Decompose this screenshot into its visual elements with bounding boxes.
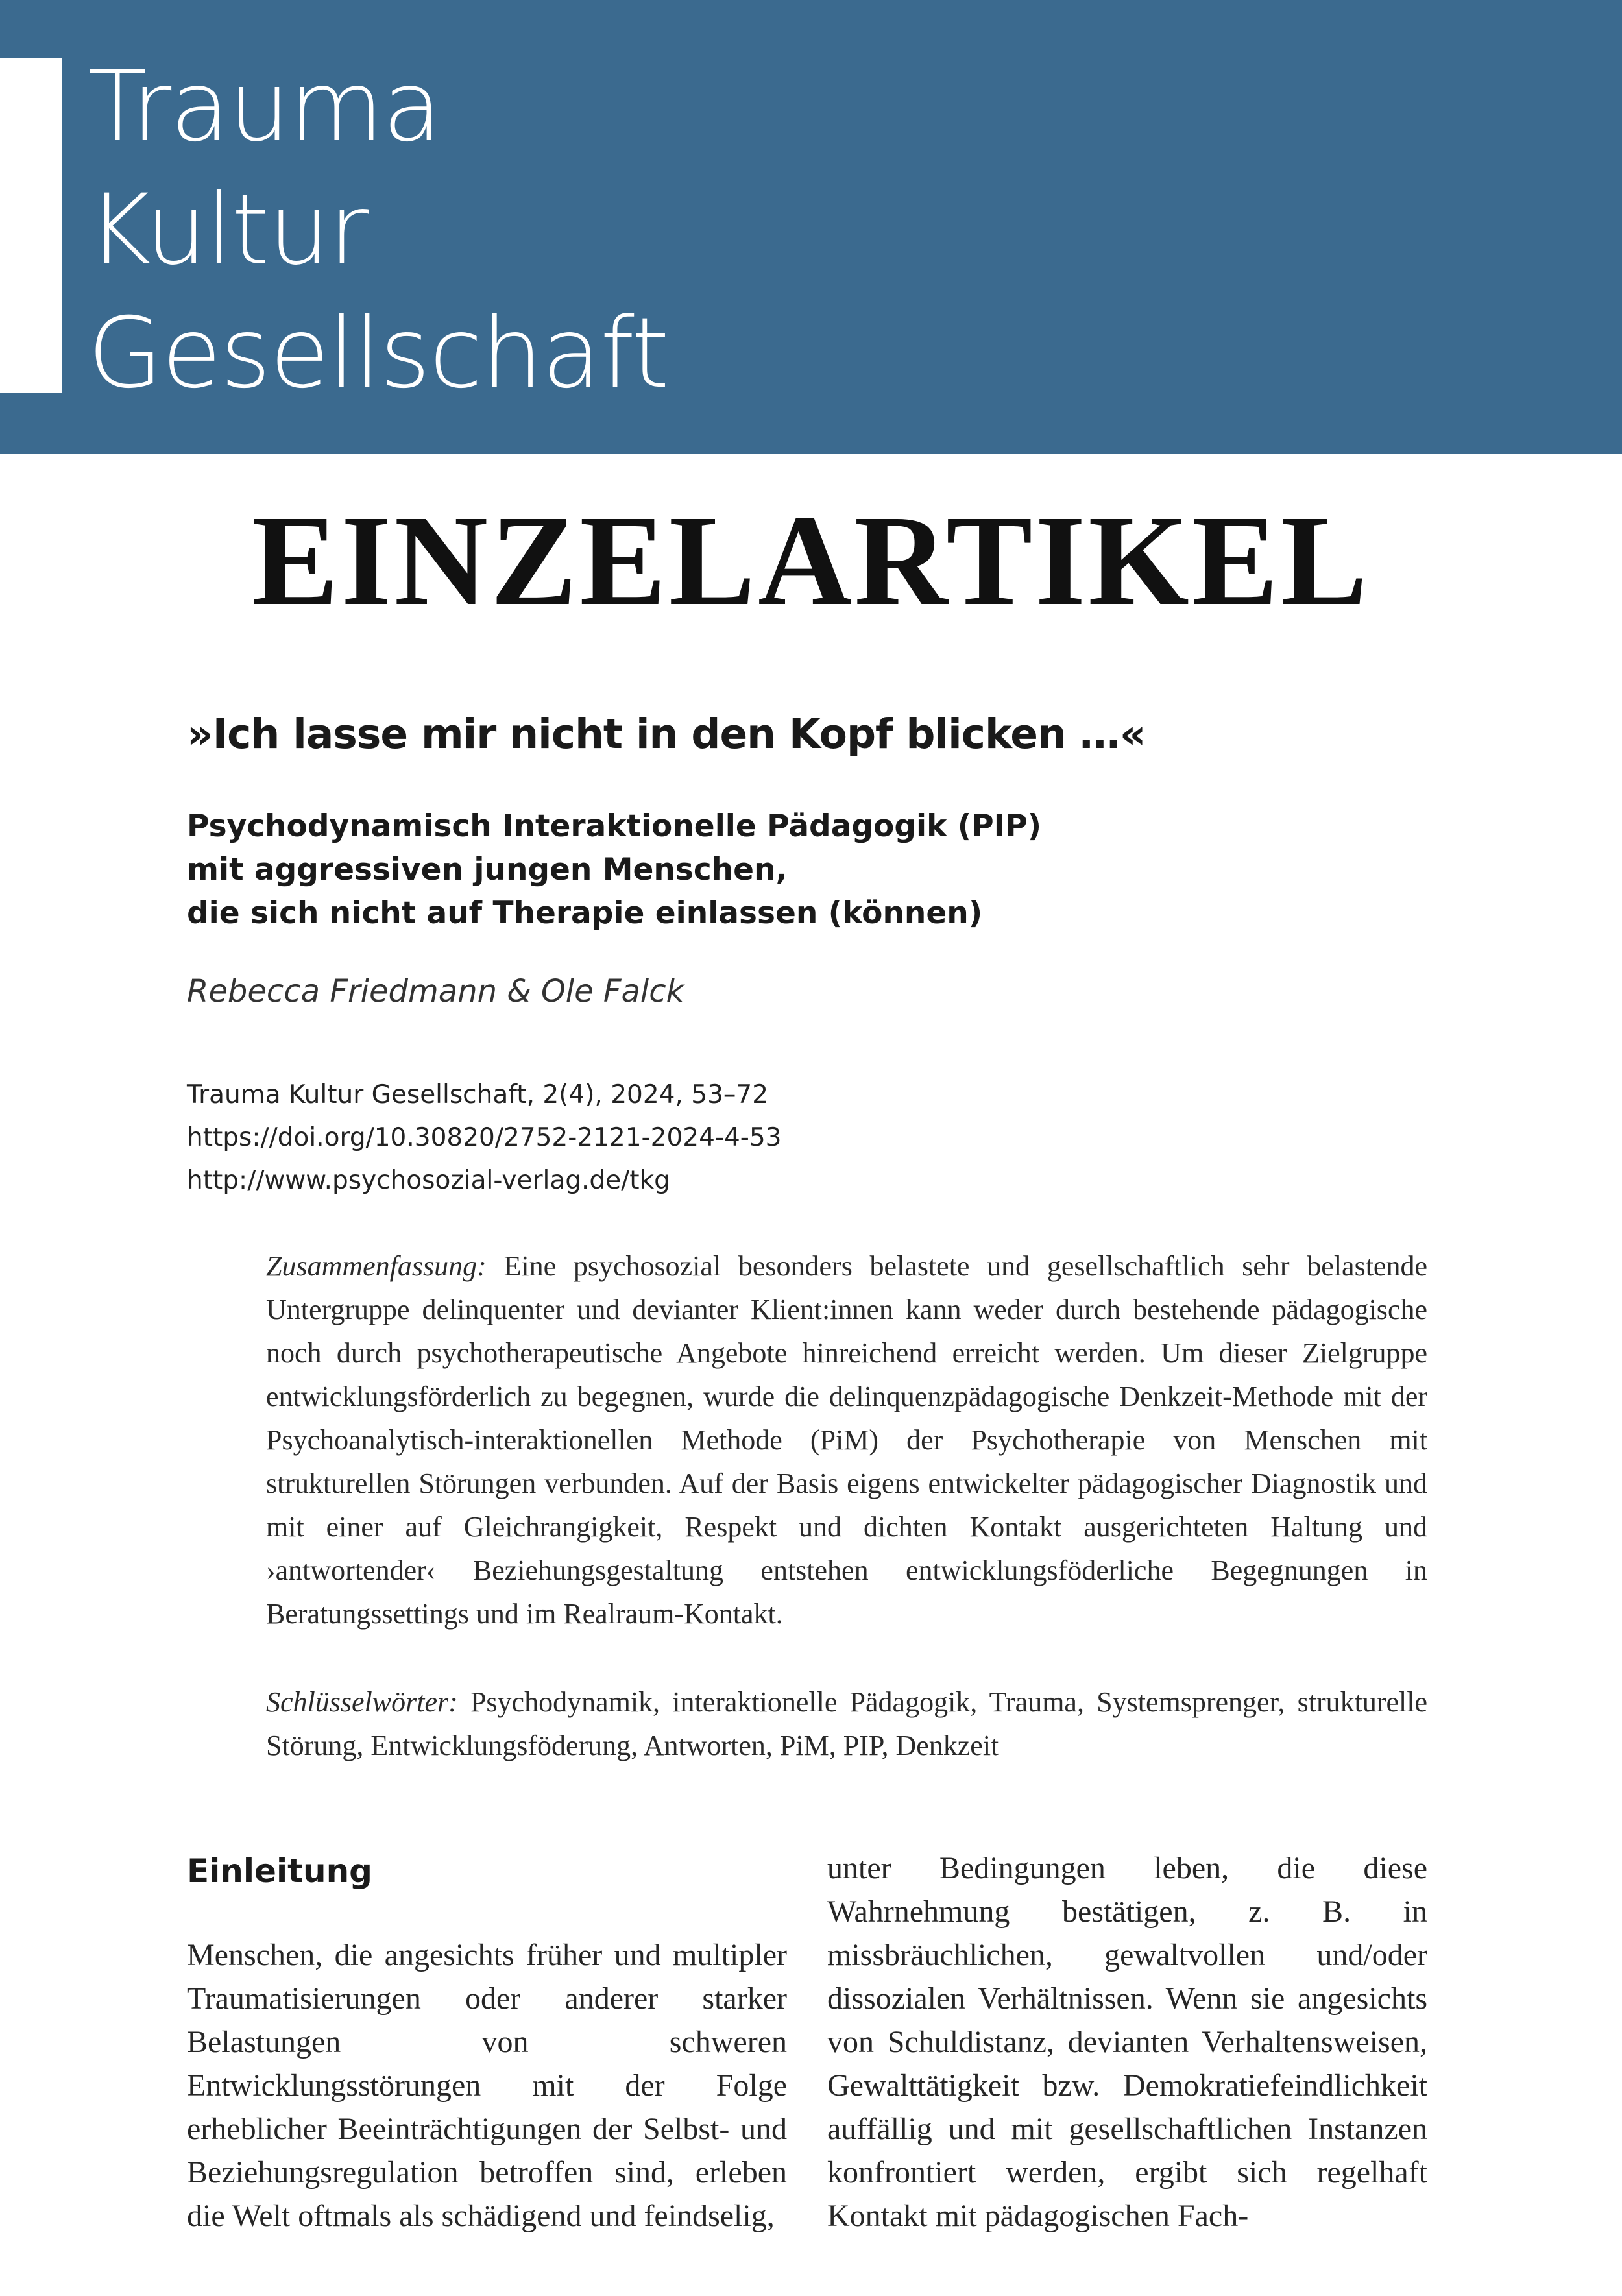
- article-url-link[interactable]: http://www.psychosozial-verlag.de/tkg: [187, 1166, 670, 1195]
- body-column-right: unter Bedingungen leben, die diese Wahrnehmung bestätigen, z. B. in missbräuchlichen, gewaltvollen und/oder dissozialen Verhältnissen. Wenn sie angesichts von Schuldistanz, devianten Verhaltensweisen, Gewalttätigkeit bzw. Demokratiefeindlichkeit auffällig und mit gesellschaftlichen Instanzen konfrontiert werden, ergibt sich regelhaft Kontakt mit pädagogischen Fach-: [827, 1851, 1427, 2233]
- header-accent-bar: [0, 58, 62, 393]
- keywords-label: Schlüsselwörter:: [266, 1686, 458, 1718]
- article-title: »Ich lasse mir nicht in den Kopf blicken …«: [187, 710, 1146, 758]
- article-metadata: [187, 1074, 781, 1202]
- banner-label: EINZELARTIKEL: [252, 489, 1370, 633]
- journal-title-line: Trauma: [88, 51, 441, 163]
- abstract-text: Eine psychosozial besonders belastete und gesellschaftlich sehr belastende Untergruppe delinquenter und devianter Klient:innen kann weder durch bestehende pädagogische noch durch psychotherapeutische Angebote hinreichend erreicht werden. Um dieser Zielgruppe entwicklungsförderlich zu begegnen, wurde die delinquenzpädagogische Denkzeit-Methode mit der Psychoanalytisch-interaktionellen Methode (PiM) der Psychotherapie von Menschen mit strukturellen Störungen verbunden. Auf der Basis eigens entwickelter pädagogischer Diagnostik und mit einer auf Gleichrangigkeit, Respekt und dichten Kontakt ausgerichteten Haltung und ›antwortender‹ Beziehungsgestaltung entstehen entwicklungsföderliche Begegnungen in Beratungssettings und im Realraum-Kontakt.: [266, 1250, 1427, 1630]
- section-heading: Einleitung: [187, 1852, 372, 1890]
- journal-title: [88, 45, 668, 415]
- article-subtitle-line: Psychodynamisch Interaktionelle Pädagogik (PIP): [187, 808, 1042, 844]
- article-subtitle-line: die sich nicht auf Therapie einlassen (können): [187, 895, 983, 931]
- keywords: [266, 1680, 1427, 1767]
- article-doi-link[interactable]: https://doi.org/10.30820/2752-2121-2024-4-53: [187, 1123, 782, 1152]
- article-subtitle: [187, 804, 1041, 935]
- article-authors: Rebecca Friedmann & Ole Falck: [187, 973, 684, 1009]
- abstract-label: Zusammenfassung:: [266, 1250, 487, 1282]
- keywords-text: Psychodynamik, interaktionelle Pädagogik, Trauma, Systemsprenger, strukturelle Störung, Entwicklungsföderung, Antworten, PiM, PIP, Denkzeit: [266, 1686, 1428, 1761]
- article-subtitle-line: mit aggressiven jungen Menschen,: [187, 852, 788, 888]
- journal-title-line: Kultur: [88, 174, 368, 287]
- article-citation: Trauma Kultur Gesellschaft, 2(4), 2024, 53–72: [187, 1080, 769, 1109]
- body-column-left: Menschen, die angesichts früher und multipler Traumatisierungen oder anderer starker Belastungen von schweren Entwicklungsstörungen mit der Folge erheblicher Beeinträchtigungen der Selbst- und Beziehungsregulation betroffen sind, erleben die Welt oftmals als schädigend und feindselig,: [187, 1938, 787, 2233]
- abstract: [266, 1244, 1427, 1636]
- journal-title-line: Gesellschaft: [88, 297, 668, 410]
